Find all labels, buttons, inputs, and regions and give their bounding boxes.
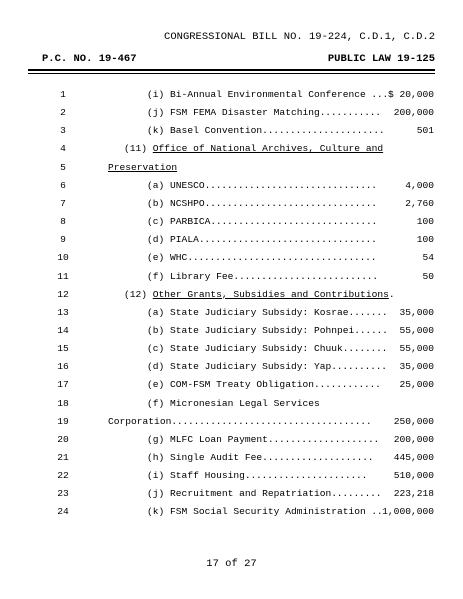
amount: 510,000 (393, 470, 434, 482)
dot-leader: ........ (342, 343, 388, 355)
item-label: (d) (147, 234, 165, 246)
item-label: (a) (147, 179, 165, 191)
line-text (147, 395, 320, 413)
bill-line (0, 503, 463, 521)
item-label: (b) (147, 197, 165, 209)
line-number: 19 (57, 415, 69, 427)
line-text (147, 195, 377, 213)
line-number: 15 (57, 343, 69, 355)
amount: 223,218 (393, 488, 434, 500)
amount: 2,760 (405, 197, 434, 209)
item-label: (12) (124, 288, 148, 300)
item-label: (11) (124, 143, 148, 155)
bill-line (0, 195, 463, 213)
bill-line (0, 485, 463, 503)
line-text (147, 268, 378, 286)
item-label: (c) (147, 343, 165, 355)
dot-leader: .............................. (210, 216, 378, 228)
dot-leader: .................................... (171, 415, 372, 427)
dot-leader: ...... (354, 324, 388, 336)
line-text (147, 467, 367, 485)
dot-leader: ...................... (262, 125, 385, 137)
line-number: 14 (57, 324, 69, 336)
pc-number: P.C. NO. 19-467 (42, 53, 137, 65)
bill-line (0, 268, 463, 286)
line-number: 3 (60, 125, 66, 137)
item-text: FSM FEMA Disaster Matching (170, 107, 320, 119)
amount: 250,000 (393, 415, 434, 427)
item-text: PIALA (170, 234, 199, 246)
line-text (108, 159, 177, 177)
line-number: 20 (57, 433, 69, 445)
item-label: (d) (147, 361, 165, 373)
line-number: 21 (57, 452, 69, 463)
amount: 4,000 (405, 179, 434, 191)
dot-leader: ...................... (244, 470, 368, 482)
item-text: PARBICA (170, 216, 211, 228)
dot-leader: ................................ (198, 234, 377, 246)
amount: 501 (416, 125, 434, 137)
bill-line (0, 358, 463, 376)
bill-line (0, 140, 463, 158)
item-text: Office of National Archives, Culture and (152, 143, 384, 155)
amount: 200,000 (393, 107, 434, 119)
item-label: (k) (147, 506, 165, 518)
line-number: 7 (60, 197, 66, 209)
bill-line (0, 304, 463, 322)
bill-line (0, 449, 463, 467)
amount: 25,000 (399, 379, 434, 391)
item-label: (i) (147, 89, 165, 100)
header-rule-thin (28, 73, 435, 74)
bill-line (0, 322, 463, 340)
line-text (147, 122, 384, 140)
item-text: Preservation (108, 161, 178, 173)
public-law-number: PUBLIC LAW 19-125 (327, 53, 435, 65)
dot-leader: ............ (313, 379, 381, 391)
line-text (147, 340, 387, 358)
line-text (147, 104, 381, 122)
dot-leader: .. (365, 506, 383, 518)
item-text: WHC (170, 252, 188, 264)
line-text (147, 322, 388, 340)
bill-line (0, 177, 463, 195)
amount: 200,000 (393, 433, 434, 445)
line-text (147, 449, 373, 467)
bill-line (0, 340, 463, 358)
line-text (147, 213, 377, 231)
item-text: Recruitment and Repatriation (170, 488, 332, 500)
bill-line (0, 376, 463, 394)
item-label: (e) (147, 252, 165, 264)
bill-header: CONGRESSIONAL BILL NO. 19-224, C.D.1, C.D.2 (164, 31, 435, 43)
item-text: Corporation (108, 415, 172, 427)
item-text: FSM Social Security Administration (170, 506, 366, 518)
bill-line (0, 431, 463, 449)
item-label: (g) (147, 433, 165, 445)
item-text: Bi-Annual Environmental Conference (170, 89, 366, 100)
item-text: State Judiciary Subsidy: Chuuk (170, 343, 343, 355)
item-label: (k) (147, 125, 165, 137)
dot-leader: ............................... (204, 197, 377, 209)
item-label: (h) (147, 452, 165, 463)
line-text (147, 304, 387, 322)
line-text (147, 376, 381, 394)
line-text (147, 485, 381, 503)
line-number: 11 (57, 270, 69, 282)
dot-leader: .................... (267, 433, 380, 445)
line-text (147, 358, 387, 376)
item-text: State Judiciary Subsidy: Pohnpei (170, 324, 355, 336)
bill-line (0, 413, 463, 431)
item-text: UNESCO (170, 179, 205, 191)
line-number: 8 (60, 216, 66, 228)
dot-leader: ....... (348, 306, 388, 318)
header-rule-thick (28, 69, 435, 71)
line-text (124, 286, 394, 304)
item-label: (b) (147, 324, 165, 336)
amount: 55,000 (399, 343, 434, 355)
line-number: 1 (60, 89, 66, 100)
amount: 55,000 (399, 324, 434, 336)
bill-line (0, 86, 463, 104)
item-label: (f) (147, 397, 165, 409)
line-number: 16 (57, 361, 69, 373)
line-number: 2 (60, 107, 66, 119)
item-text: State Judiciary Subsidy: Kosrae (170, 306, 349, 318)
item-label: (j) (147, 107, 165, 119)
item-text: Staff Housing (170, 470, 245, 482)
amount: 50 (422, 270, 434, 282)
line-text (147, 177, 377, 195)
amount: 100 (416, 234, 434, 246)
line-text (108, 413, 371, 431)
item-text: Basel Convention (170, 125, 263, 137)
item-text: Other Grants, Subsidies and Contributions (152, 288, 389, 300)
bill-line (0, 213, 463, 231)
amount: 445,000 (393, 452, 434, 463)
page-number: 17 of 27 (206, 558, 257, 570)
bill-line (0, 104, 463, 122)
line-text (147, 503, 382, 521)
item-text: Micronesian Legal Services (170, 397, 320, 409)
bill-line (0, 231, 463, 249)
line-text (147, 249, 376, 267)
line-number: 23 (57, 488, 69, 500)
bill-line (0, 395, 463, 413)
line-number: 12 (57, 288, 69, 300)
line-number: 24 (57, 506, 69, 518)
line-number: 6 (60, 179, 66, 191)
item-label: (c) (147, 216, 165, 228)
bill-line (0, 286, 463, 304)
line-number: 4 (60, 143, 66, 155)
dot-leader: .................... (262, 452, 374, 463)
dot-leader: .......................... (233, 270, 378, 282)
amount: 20,000 (399, 89, 434, 100)
line-number: 13 (57, 306, 69, 318)
item-text: State Judiciary Subsidy: Yap (170, 361, 332, 373)
line-text (147, 86, 394, 104)
line-number: 9 (60, 234, 66, 246)
bill-line (0, 159, 463, 177)
bill-line (0, 122, 463, 140)
line-text (147, 431, 379, 449)
item-text: Library Fee (170, 270, 234, 282)
line-text (124, 140, 383, 158)
item-label: (a) (147, 306, 165, 318)
amount: 54 (422, 252, 434, 264)
dot-leader: .................................. (187, 252, 377, 264)
item-label: (i) (147, 470, 165, 482)
dot-leader: .......... (331, 361, 387, 373)
item-label: (j) (147, 488, 165, 500)
dot-leader: ......... (331, 488, 382, 500)
line-number: 18 (57, 397, 69, 409)
item-text: NCSHPO (170, 197, 205, 209)
dot-leader: ........... (319, 107, 381, 119)
item-text: MLFC Loan Payment (170, 433, 268, 445)
dot-leader: ...$ (365, 89, 394, 100)
dot-leader: . (388, 288, 395, 300)
bill-line (0, 467, 463, 485)
line-number: 22 (57, 470, 69, 482)
item-label: (f) (147, 270, 165, 282)
dot-leader: ............................... (204, 179, 377, 191)
amount: 1,000,000 (382, 506, 434, 518)
line-number: 17 (57, 379, 69, 391)
item-text: Single Audit Fee (170, 452, 263, 463)
amount: 100 (416, 216, 434, 228)
line-text (147, 231, 377, 249)
line-number: 10 (57, 252, 69, 264)
amount: 35,000 (399, 361, 434, 373)
bill-line (0, 249, 463, 267)
line-number: 5 (60, 161, 66, 173)
item-label: (e) (147, 379, 165, 391)
amount: 35,000 (399, 306, 434, 318)
item-text: COM-FSM Treaty Obligation (170, 379, 314, 391)
